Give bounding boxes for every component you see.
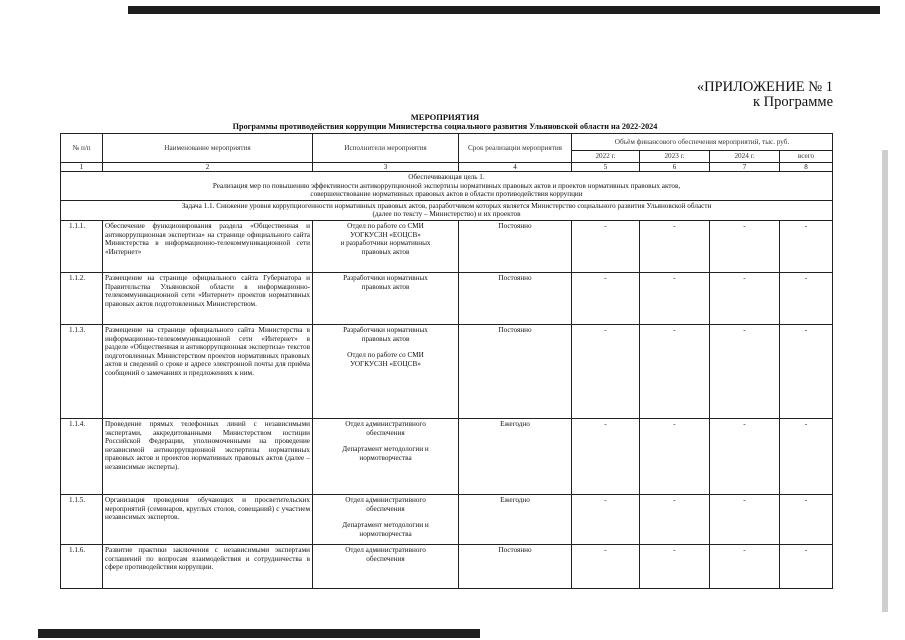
- col-number: 6: [640, 163, 710, 172]
- table-row: [61, 324, 833, 418]
- executor-line: УОГКУСЗН «ЕОЦСВ»: [350, 230, 421, 239]
- row-fin-total: -: [780, 544, 833, 588]
- row-fin-2022: -: [572, 494, 640, 544]
- row-fin-2024: -: [710, 418, 780, 494]
- row-fin-2022: -: [572, 220, 640, 272]
- row-name: Обеспечение функционирования раздела «Общественная и антикоррупционная экспертиза» на странице официального сайта Министерства в информационно-телекоммуникационной сети «Интернет»: [103, 220, 313, 272]
- row-executors: [313, 494, 459, 544]
- row-fin-total: -: [780, 324, 833, 418]
- row-id: 1.1.1.: [61, 220, 103, 272]
- row-fin-total: -: [780, 418, 833, 494]
- header-year-2023: 2023 г.: [640, 151, 710, 163]
- row-term: Ежегодно: [459, 418, 572, 494]
- executor-line: правовых актов: [361, 282, 410, 291]
- executor-line: обеспечения: [366, 428, 405, 437]
- executor-line: УОГКУСЗН «ЕОЦСВ»: [350, 359, 421, 368]
- col-number: 7: [710, 163, 780, 172]
- appendix-line-2: к Программе: [752, 94, 833, 110]
- header-year-2022: 2022 г.: [572, 151, 640, 163]
- task-line: Задача 1.1. Снижение уровня коррупциогенности нормативных правовых актов, разработчиком которых является Министерство социального развития Ульяновской области: [181, 201, 712, 210]
- table-row: [61, 494, 833, 544]
- row-id: 1.1.5.: [61, 494, 103, 544]
- row-executors: [313, 418, 459, 494]
- row-fin-2022: -: [572, 544, 640, 588]
- row-name: Развитие практики заключения с независимыми экспертами соглашений по вопросам взаимодействия и сотрудничества в сфере противодействия коррупции.: [103, 544, 313, 588]
- row-fin-2022: -: [572, 324, 640, 418]
- row-name: Размещение на странице официального сайта Губернатора и Правительства Ульяновской области в информационно-телекоммуникационной сети «Интернет» проектов нормативных правовых актов подготовленных Министерством.: [103, 272, 313, 324]
- executor-gap: [315, 513, 456, 521]
- row-name: Организация проведения обучающих и просветительских мероприятий (семинаров, круглых столов, совещаний) с участием независимых экспертов.: [103, 494, 313, 544]
- row-fin-2024: -: [710, 220, 780, 272]
- scan-edge-bottom: [38, 629, 480, 638]
- executor-line: Отдел административного: [345, 545, 426, 554]
- goal-line: Обеспечивающая цель 1.: [408, 173, 485, 181]
- executor-line: Отдел по работе со СМИ: [347, 221, 424, 230]
- col-number: 1: [61, 163, 103, 172]
- row-fin-2022: -: [572, 272, 640, 324]
- document-subtitle: Программы противодействия коррупции Министерства социального развития Ульяновской области на 2022-2024: [232, 122, 658, 131]
- executor-line: обеспечения: [366, 554, 405, 563]
- executor-line: Департамент методологии и: [342, 445, 429, 454]
- row-id: 1.1.2.: [61, 272, 103, 324]
- row-fin-total: -: [780, 220, 833, 272]
- executor-line: Разработчики нормативных: [343, 325, 428, 334]
- row-fin-2024: -: [710, 324, 780, 418]
- executor-line: нормотворчества: [359, 453, 412, 462]
- row-executors: [313, 324, 459, 418]
- goal-line: Реализация мер по повышению эффективности антикоррупционной экспертизы нормативных правовых актов и проектов нормативных правовых актов,: [212, 181, 681, 190]
- row-term: Постоянно: [459, 544, 572, 588]
- row-fin-2024: -: [710, 544, 780, 588]
- executor-line: и разработчики нормативных: [340, 239, 431, 248]
- executor-line: Отдел административного: [345, 419, 426, 428]
- goal-row: [61, 172, 833, 201]
- col-number: 3: [313, 163, 459, 172]
- measures-table: [60, 133, 833, 589]
- row-fin-2023: -: [640, 544, 710, 588]
- row-name: Размещение на странице официального сайта Министерства в информационно-телекоммуникационной сети «Интернет» в разделе «Общественная и антикоррупционная экспертиза» текстов подготовленных Министерством проектов нормативных правовых актов и сведений о сроке и адресе электронной почты для приёма сообщений о замечаниях и предложениях к ним.: [103, 324, 313, 418]
- executor-line: нормотворчества: [359, 529, 412, 538]
- column-numbers-row: [61, 163, 833, 172]
- appendix-line-1: «ПРИЛОЖЕНИЕ № 1: [696, 79, 833, 95]
- row-fin-total: -: [780, 272, 833, 324]
- row-fin-2024: -: [710, 494, 780, 544]
- row-executors: [313, 272, 459, 324]
- table-row: [61, 220, 833, 272]
- executor-line: Разработчики нормативных: [343, 273, 428, 282]
- row-term: Постоянно: [459, 324, 572, 418]
- row-name: Проведение прямых телефонных линий с независимыми экспертами, аккредитованными Министерством юстиции Российской Федерации, уполномоченными на проведение независимой антикоррупционной экспертизы нормативных правовых актов и проектов нормативных правовых актов (далее – независимые эксперты).: [103, 418, 313, 494]
- row-term: Постоянно: [459, 272, 572, 324]
- executor-gap: [315, 437, 456, 445]
- header-fin: Объём финансового обеспечения мероприятий, тыс. руб.: [572, 134, 833, 151]
- task-line: (далее по тексту – Министерство) и их проектов: [372, 210, 521, 219]
- appendix-heading: [697, 80, 833, 110]
- header-num: № п/п: [61, 134, 103, 163]
- executor-line: правовых актов: [361, 247, 410, 256]
- header-exec: Исполнители мероприятия: [313, 134, 459, 163]
- row-fin-2023: -: [640, 418, 710, 494]
- header-term: Срок реализации мероприятия: [459, 134, 572, 163]
- header-year-2024: 2024 г.: [710, 151, 780, 163]
- scan-edge-top: [128, 6, 880, 14]
- row-fin-2023: -: [640, 494, 710, 544]
- row-term: Ежегодно: [459, 494, 572, 544]
- task-row: [61, 200, 833, 220]
- executor-line: правовых актов: [361, 334, 410, 343]
- row-fin-2024: -: [710, 272, 780, 324]
- scan-edge-right: [882, 150, 888, 612]
- header-name: Наименование мероприятия: [103, 134, 313, 163]
- header-total: всего: [780, 151, 833, 163]
- executor-line: Отдел административного: [345, 495, 426, 504]
- col-number: 2: [103, 163, 313, 172]
- table-row: [61, 544, 833, 588]
- row-id: 1.1.6.: [61, 544, 103, 588]
- row-id: 1.1.4.: [61, 418, 103, 494]
- row-term: Постоянно: [459, 220, 572, 272]
- task-cell: [61, 200, 833, 220]
- row-fin-total: -: [780, 494, 833, 544]
- row-fin-2023: -: [640, 272, 710, 324]
- goal-line: совершенствование нормативных правовых актов в области противодействия коррупции: [310, 190, 583, 199]
- table-row: [61, 272, 833, 324]
- row-executors: [313, 220, 459, 272]
- executor-line: обеспечения: [366, 504, 405, 513]
- col-number: 8: [780, 163, 833, 172]
- executor-line: Департамент методологии и: [342, 521, 429, 530]
- goal-cell: [61, 172, 833, 201]
- row-id: 1.1.3.: [61, 324, 103, 418]
- executor-gap: [315, 343, 456, 351]
- table-row: [61, 418, 833, 494]
- row-fin-2022: -: [572, 418, 640, 494]
- document-title: МЕРОПРИЯТИЯ: [410, 112, 480, 122]
- header-row: [61, 134, 833, 151]
- col-number: 5: [572, 163, 640, 172]
- row-fin-2023: -: [640, 220, 710, 272]
- executor-line: Отдел по работе со СМИ: [347, 351, 424, 360]
- col-number: 4: [459, 163, 572, 172]
- row-fin-2023: -: [640, 324, 710, 418]
- row-executors: [313, 544, 459, 588]
